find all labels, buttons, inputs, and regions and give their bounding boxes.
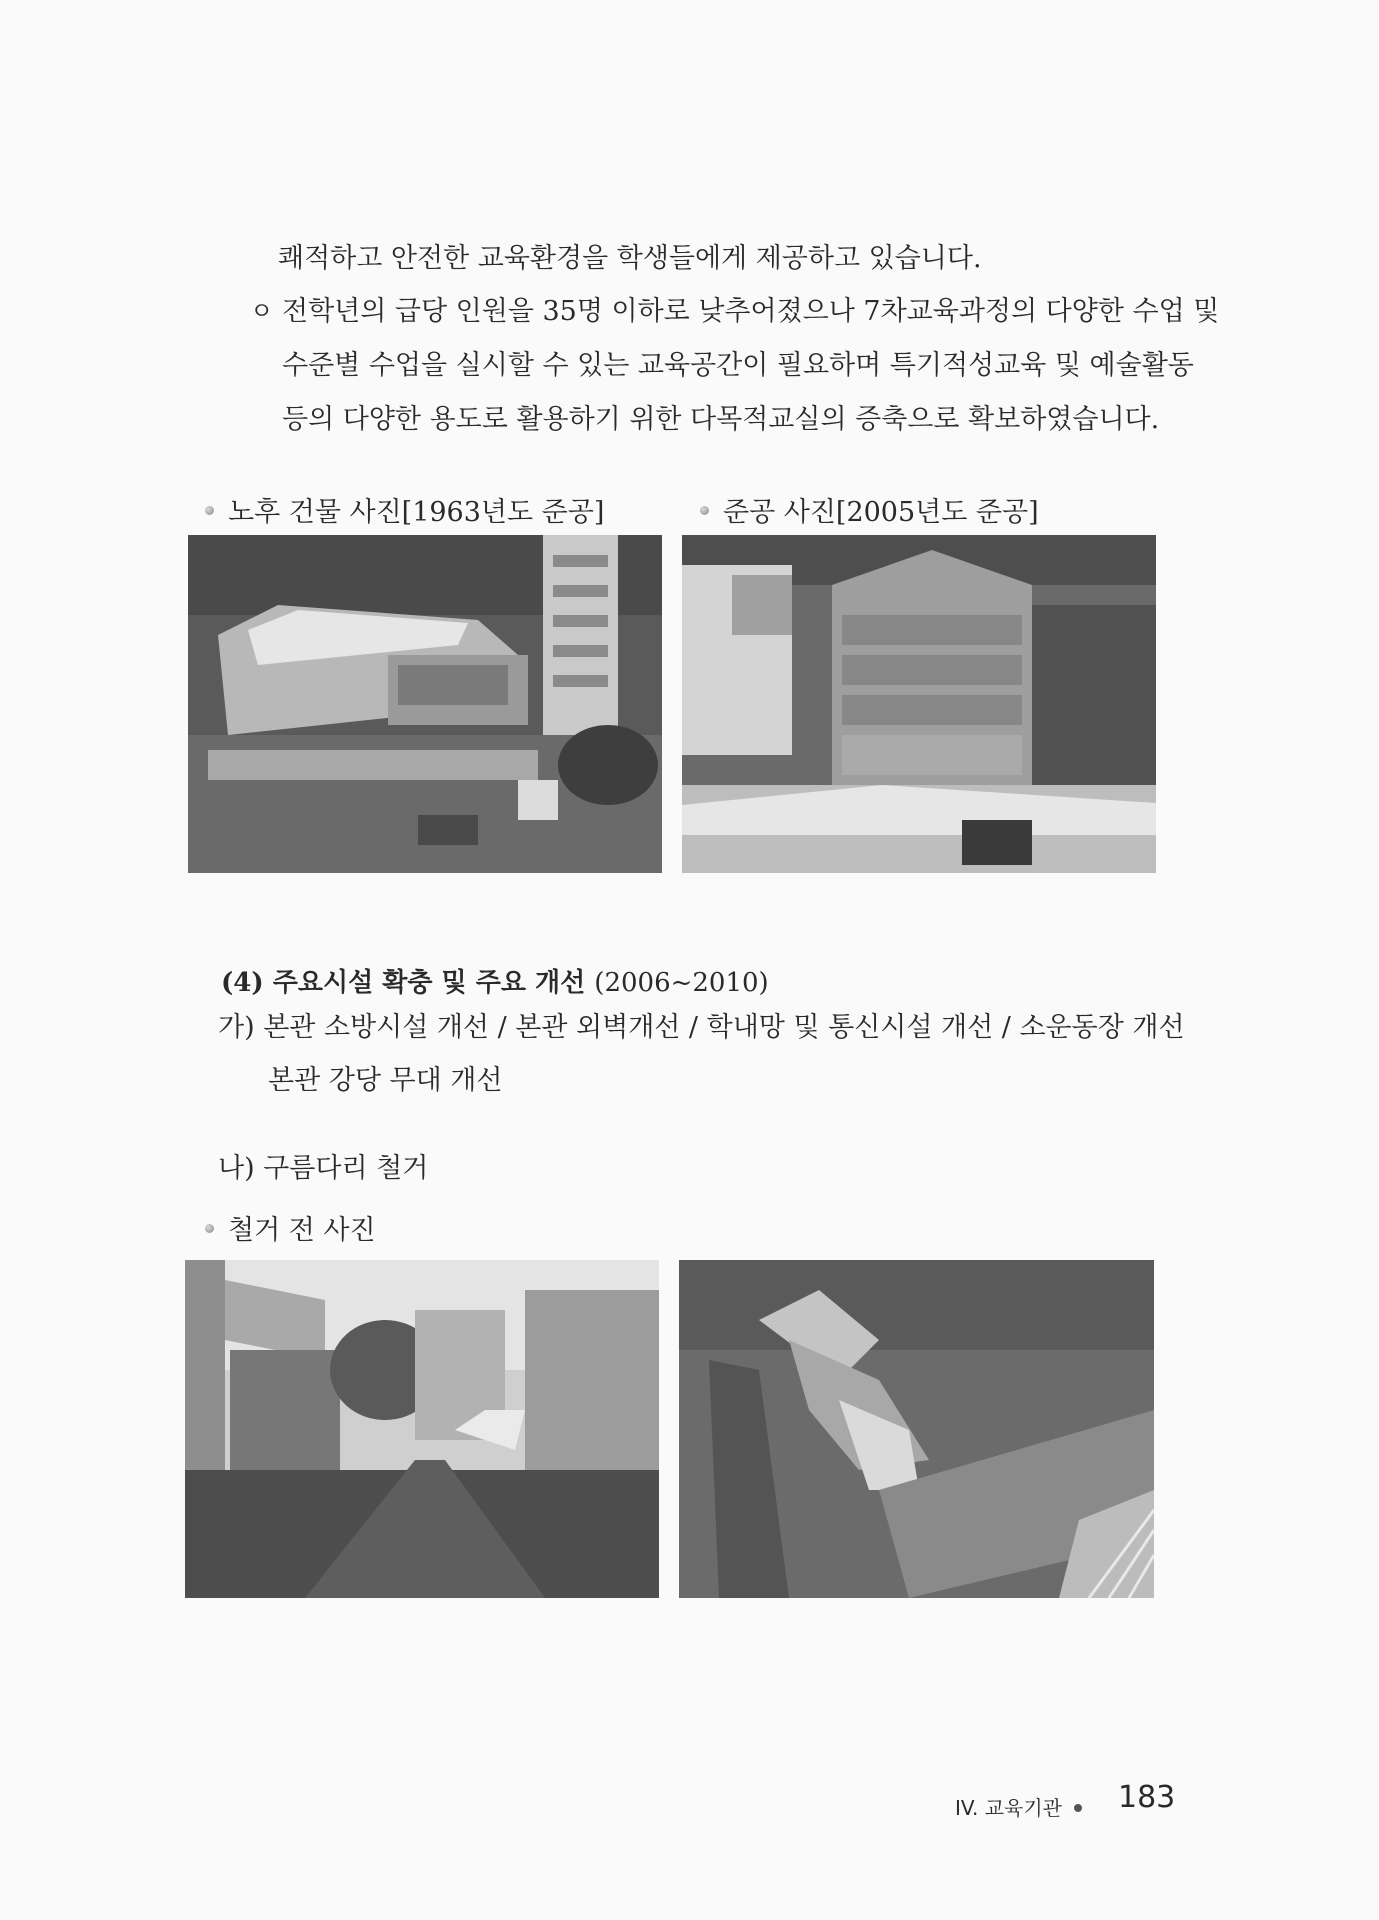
footer-chapter: [955, 1792, 1094, 1821]
caption-completed-text: 준공 사진[2005년도 준공]: [723, 497, 1039, 528]
body-line-4: 등의 다양한 용도로 활용하기 위한 다목적교실의 증축으로 확보하였습니다.: [282, 404, 1160, 435]
bridge-closeup-photo: [679, 1260, 1154, 1598]
caption-before-removal-text: 철거 전 사진: [228, 1215, 376, 1246]
completed-building-photo: [682, 535, 1156, 873]
section-4-heading-text: (4) 주요시설 확충 및 주요 개선: [221, 968, 586, 998]
item-a-line-1: 가) 본관 소방시설 개선 / 본관 외벽개선 / 학내망 및 통신시설 개선 / 소운동장 개선: [218, 1012, 1185, 1043]
item-b: 나) 구름다리 철거: [218, 1153, 429, 1184]
caption-dot-icon: [700, 506, 709, 515]
old-building-photo: [188, 535, 662, 873]
item-a-line-2: 본관 강당 무대 개선: [268, 1065, 503, 1096]
footer-dot-icon: [1074, 1804, 1082, 1812]
caption-dot-icon: [205, 1224, 214, 1233]
page-number: 183: [1118, 1780, 1176, 1815]
section-4-heading: [221, 962, 769, 999]
body-line-3: 수준별 수업을 실시할 수 있는 교육공간이 필요하며 특기적성교육 및 예술활동: [282, 350, 1194, 381]
caption-old-building: [205, 490, 604, 529]
section-4-years: (2006~2010): [594, 968, 769, 998]
caption-completed: [700, 490, 1039, 529]
caption-dot-icon: [205, 506, 214, 515]
bullet-paragraph: [250, 297, 273, 324]
caption-old-building-text: 노후 건물 사진[1963년도 준공]: [228, 497, 605, 528]
bridge-street-photo: [185, 1260, 659, 1598]
footer-chapter-text: IV. 교육기관: [955, 1796, 1062, 1820]
body-line-2: 전학년의 급당 인원을 35명 이하로 낮추어졌으나 7차교육과정의 다양한 수업 및: [282, 296, 1220, 327]
body-line-1: 쾌적하고 안전한 교육환경을 학생들에게 제공하고 있습니다.: [278, 243, 982, 274]
caption-before-removal: [205, 1208, 376, 1247]
bullet-mark: ㅇ: [250, 297, 274, 325]
